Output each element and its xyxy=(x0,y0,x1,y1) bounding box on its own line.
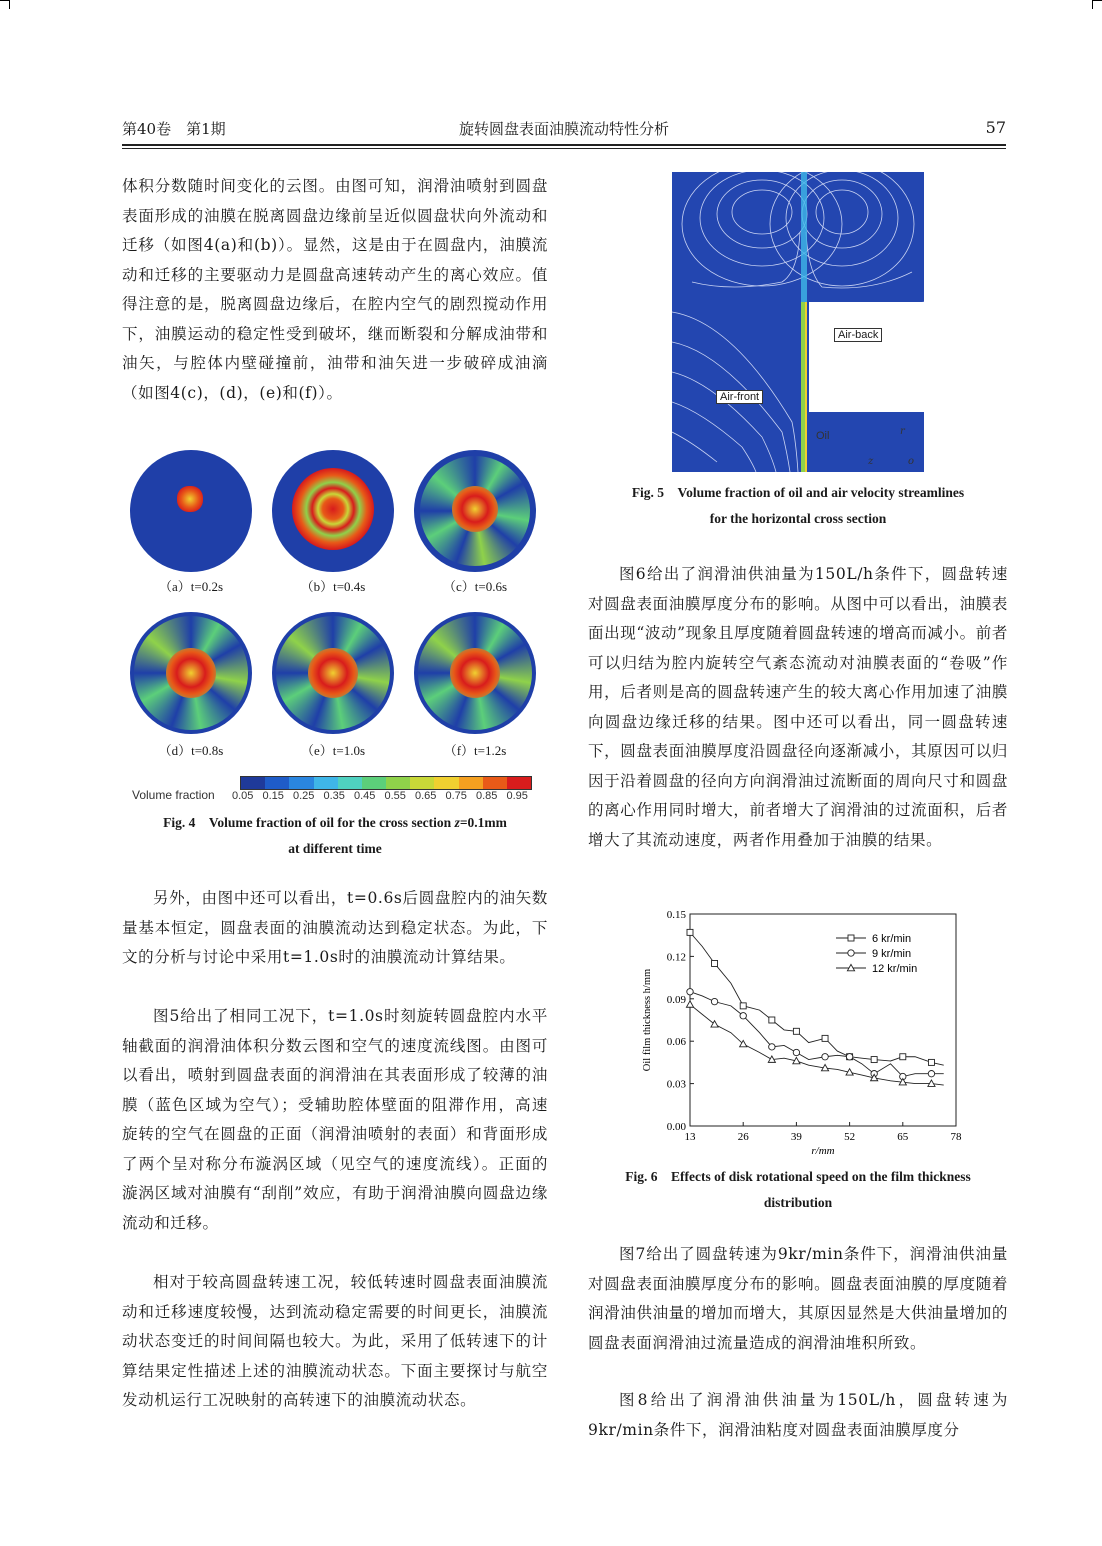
header-title: 旋转圆盘表面油膜流动特性分析 xyxy=(458,120,669,138)
data-point xyxy=(822,1035,828,1041)
streamline-plot xyxy=(672,172,924,472)
data-point xyxy=(871,1057,877,1063)
colorbar-swatch xyxy=(507,777,531,789)
legend-label: 9 kr/min xyxy=(872,948,912,960)
data-point xyxy=(687,929,693,935)
data-point xyxy=(687,989,693,995)
crop-mark xyxy=(1092,0,1093,9)
colorbar-tick-label: 0.05 xyxy=(232,790,254,802)
series-line-2 xyxy=(690,1004,944,1085)
header-rule xyxy=(122,144,1006,146)
paragraph: 体积分数随时间变化的云图。由图可知，润滑油喷射到圆盘表面形成的油膜在脱离圆盘边缘前呈近似圆盘状向外流动和迁移（如图4(a)和(b)）。显然，这是由于在圆盘内，油膜流动和迁移的主要驱动力是圆盘高速转动产生的离心效应。值得注意的是，脱离圆盘边缘后，在腔内空气的剧烈搅动作用下，油膜运动的稳定性受到破坏，继而断裂和分解成油带和油矢，与腔体内壁碰撞前，油带和油矢进一步破碎成油滴（如图4(c)，(d)，(e)和(f)）。 xyxy=(122,177,548,402)
paragraph: 图6给出了润滑油供油量为150L/h条件下，圆盘转速对圆盘表面油膜厚度分布的影响。从图中可以看出，油膜表面出现“波动”现象且厚度随着圆盘转速的增高而减小。前者可以归结为腔内旋转空气紊态流动对油膜表面的“卷吸”作用，后者则是高的圆盘转速产生的较大离心作用加速了油膜向圆盘边缘迁移的结果。图中还可以看出，同一圆盘转速下，圆盘表面油膜厚度沿圆盘径向逐渐减小，其原因可以归因于沿着圆盘的径向方向润滑油过流断面的周向尺寸和圆盘的离心作用同时增大，前者增大了润滑油的过流面积，后者增大了其流动速度，两者作用叠加于油膜的结果。 xyxy=(588,565,1008,849)
subcaption-a: （a）t=0.2s xyxy=(158,579,224,594)
colorbar-tick-label: 0.75 xyxy=(445,790,467,802)
colorbar-swatch xyxy=(410,777,434,789)
disk-contour-b xyxy=(272,450,394,572)
axis-r: r xyxy=(900,426,905,437)
y-tick-label: 0.15 xyxy=(666,909,686,921)
disk-contour-f xyxy=(414,612,536,734)
colorbar-swatch xyxy=(459,777,483,789)
paragraph: 另外，由图中还可以看出，t=0.6s后圆盘腔内的油矢数量基本恒定，圆盘表面的油膜流动达到稳定状态。为此，下文的分析与讨论中采用t=1.0s时的油膜流动计算结果。 xyxy=(122,889,548,966)
colorbar-tick-label: 0.85 xyxy=(476,790,498,802)
colorbar-tick-label: 0.95 xyxy=(506,790,528,802)
legend-label: 12 kr/min xyxy=(872,963,918,975)
fig5-caption-line2: for the horizontal cross section xyxy=(709,511,887,526)
fig6-caption-line1: Fig. 6 Effects of disk rotational speed on the film thickness xyxy=(625,1169,971,1184)
disk-contour-c xyxy=(414,450,536,572)
x-tick-label: 13 xyxy=(684,1131,696,1143)
data-point xyxy=(740,1013,746,1019)
y-tick-label: 0.12 xyxy=(666,951,686,964)
colorbar-swatch xyxy=(241,777,265,789)
subcaption-f: （f）t=1.2s xyxy=(443,743,507,758)
colorbar-label: Volume fraction xyxy=(132,788,215,802)
paragraph: 图5给出了相同工况下，t=1.0s时刻旋转圆盘腔内水平轴截面的润滑油体积分数云图和空气的速度流线图。由图可以看出，喷射到圆盘表面的润滑油在其表面形成了较薄的油膜（蓝色区域为空气）；受辅助腔体壁面的阻滞作用，高速旋转的空气在圆盘的正面（润滑油喷射的表面）和背面形成了两个呈对称分布漩涡区域（见空气的速度流线）。正面的漩涡区域对油膜有“刮削”效应，有助于润滑油膜向圆盘边缘流动和迁移。 xyxy=(122,1007,548,1232)
data-point xyxy=(900,1054,906,1060)
subcaption-e: （e）t=1.0s xyxy=(300,743,366,758)
label-oil: Oil xyxy=(816,430,830,442)
legend-marker xyxy=(848,935,854,941)
x-tick-label: 65 xyxy=(897,1131,909,1143)
colorbar-swatch xyxy=(386,777,410,789)
crop-mark xyxy=(1093,0,1102,1)
data-point xyxy=(740,1003,746,1009)
subcaption-d: （d）t=0.8s xyxy=(158,743,224,758)
subcaption-c: （c）t=0.6s xyxy=(442,579,508,594)
colorbar-tick-label: 0.35 xyxy=(323,790,345,802)
data-point xyxy=(928,1071,934,1077)
axis-o: o xyxy=(908,456,915,467)
y-tick-label: 0.00 xyxy=(666,1121,686,1133)
paragraph: 相对于较高圆盘转速工况，较低转速时圆盘表面油膜流动和迁移速度较慢，达到流动稳定需要的时间更长，油膜流动状态变迁的时间间隔也较大。为此，采用了低转速下的计算结果定性描述上述的油膜流动状态。下面主要探讨与航空发动机运行工况映射的高转速下的油膜流动状态。 xyxy=(122,1273,548,1409)
x-axis-label: r/mm xyxy=(811,1145,835,1157)
colorbar-tick-label: 0.65 xyxy=(415,790,437,802)
x-tick-label: 39 xyxy=(790,1131,802,1143)
paragraph: 图7给出了圆盘转速为9kr/min条件下，润滑油供油量对圆盘表面油膜厚度分布的影响。圆盘表面油膜的厚度随着润滑油供油量的增加而增大，其原因显然是大供油量增加的圆盘表面润滑油过流量造成的润滑油堆积所致。 xyxy=(588,1245,1008,1352)
disk-contour-d xyxy=(130,612,252,734)
crop-mark xyxy=(9,0,10,9)
colorbar-swatch xyxy=(483,777,507,789)
data-point xyxy=(928,1059,934,1065)
legend-marker xyxy=(848,950,854,956)
data-point xyxy=(711,998,717,1004)
x-tick-label: 78 xyxy=(950,1131,962,1143)
colorbar-swatch xyxy=(265,777,289,789)
colorbar-tick-label: 0.55 xyxy=(384,790,406,802)
y-tick-label: 0.09 xyxy=(666,993,686,1006)
paragraph: 图8给出了润滑油供油量为150L/h，圆盘转速为9kr/min条件下，润滑油粘度对圆盘表面油膜厚度分 xyxy=(588,1391,1008,1439)
subcaption-b: （b）t=0.4s xyxy=(300,579,366,594)
data-point xyxy=(711,1021,718,1027)
colorbar-swatch xyxy=(289,777,313,789)
axis-z: z xyxy=(868,456,874,467)
x-tick-label: 26 xyxy=(737,1131,749,1143)
data-point xyxy=(822,1054,828,1060)
fig4-caption-line2: at different time xyxy=(288,841,382,856)
disk-contour-e xyxy=(272,612,394,734)
fig5-caption-line1: Fig. 5 Volume fraction of oil and air velocity streamlines xyxy=(631,485,965,500)
y-tick-label: 0.03 xyxy=(666,1078,686,1091)
fig4-caption-line1: Fig. 4 Volume fraction of oil for the cross section z=0.1mm xyxy=(163,815,507,830)
x-tick-label: 52 xyxy=(844,1131,856,1143)
data-point xyxy=(846,1054,852,1060)
disk-contour-a xyxy=(130,450,252,572)
colorbar-swatch xyxy=(434,777,458,789)
fig6-caption-line2: distribution xyxy=(763,1195,833,1210)
colorbar xyxy=(240,776,532,790)
colorbar-tick-label: 0.45 xyxy=(354,790,376,802)
page-number: 57 xyxy=(985,118,1006,137)
crop-mark xyxy=(0,0,9,1)
film-thickness-chart xyxy=(630,904,970,1164)
colorbar-swatch xyxy=(362,777,386,789)
data-point xyxy=(769,1017,775,1023)
legend-label: 6 kr/min xyxy=(872,933,912,945)
y-tick-label: 0.06 xyxy=(666,1036,686,1049)
data-point xyxy=(686,1001,693,1007)
header-volume: 第40卷 第1期 xyxy=(122,120,226,138)
data-point xyxy=(793,1028,799,1034)
running-header xyxy=(122,118,1006,144)
data-point xyxy=(769,1044,775,1050)
figure-5 xyxy=(672,172,924,472)
plot-frame xyxy=(690,914,956,1126)
data-point xyxy=(712,960,718,966)
y-axis-label: Oil film thickness h/mm xyxy=(642,968,653,1072)
series-line-1 xyxy=(690,992,944,1077)
colorbar-tick-label: 0.15 xyxy=(262,790,284,802)
colorbar-tick-label: 0.25 xyxy=(293,790,315,802)
header-rule xyxy=(122,148,1006,149)
colorbar-swatch xyxy=(314,777,338,789)
data-point xyxy=(793,1049,799,1055)
colorbar-swatch xyxy=(338,777,362,789)
label-air-front: Air-front xyxy=(716,390,763,404)
label-air-back: Air-back xyxy=(834,328,882,342)
